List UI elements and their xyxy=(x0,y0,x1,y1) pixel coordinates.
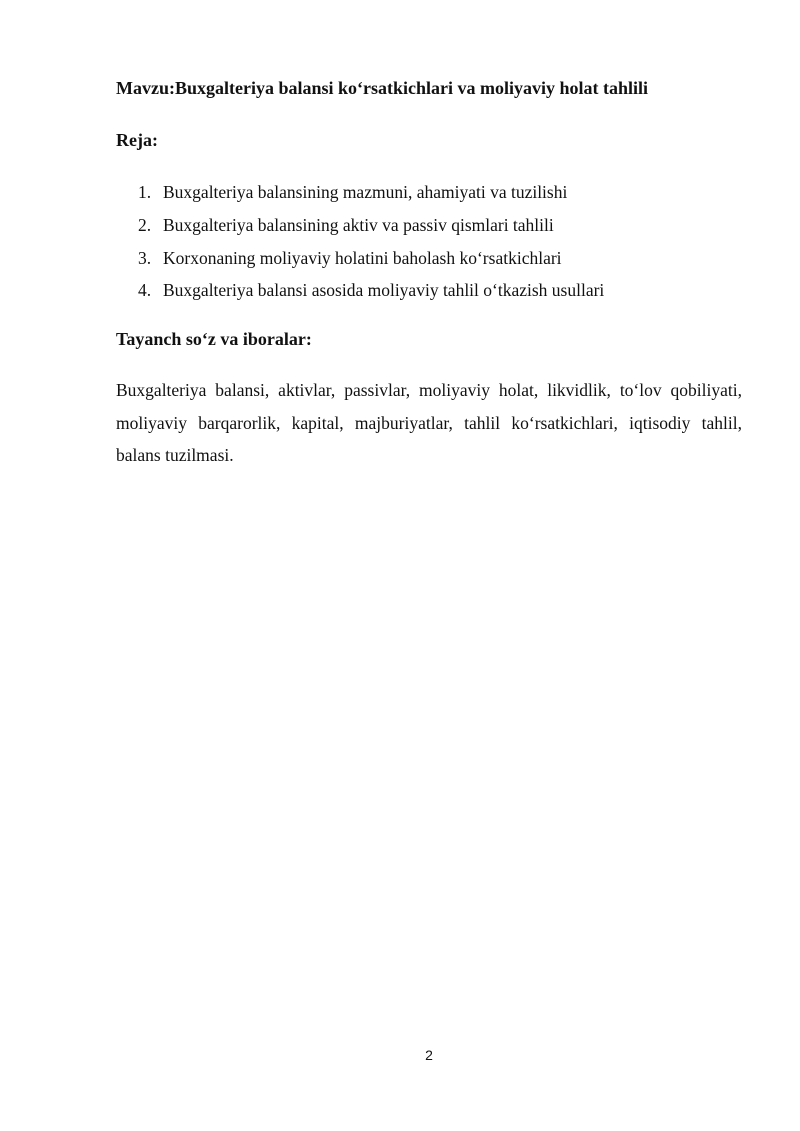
plan-item-number: 3. xyxy=(138,247,152,268)
keywords-paragraph: Buxgalteriya balansi, aktivlar, passivlar, moliyaviy holat, likvidlik, to‘lov qobiliyati, moliyaviy barqarorlik, kapital, majburiyatlar, tahlil ko‘rsatkichlari, iqtisodiy tahlil, balans tuzilmasi. xyxy=(116,380,742,465)
plan-item xyxy=(138,176,758,209)
plan-item xyxy=(138,209,758,242)
plan-item-number: 4. xyxy=(138,280,152,301)
keywords-heading: Tayanch so‘z va iboralar: xyxy=(116,329,312,349)
plan-item-text: Buxgalteriya balansining aktiv va passiv qismlari tahlili xyxy=(163,214,554,235)
plan-item-number: 2. xyxy=(138,214,152,235)
plan-item-text: Buxgalteriya balansining mazmuni, ahamiyati va tuzilishi xyxy=(163,182,568,202)
plan-item xyxy=(138,274,758,307)
plan-heading: Reja: xyxy=(116,130,158,150)
plan-item xyxy=(138,242,758,275)
page-number: 2 xyxy=(425,1047,433,1063)
plan-item-number: 1. xyxy=(138,182,152,202)
plan-item-text: Korxonaning moliyaviy holatini baholash ko‘rsatkichlari xyxy=(163,247,562,268)
plan-item-text: Buxgalteriya balansi asosida moliyaviy tahlil o‘tkazish usullari xyxy=(163,280,605,301)
document-title: Mavzu:Buxgalteriya balansi ko‘rsatkichlari va moliyaviy holat tahlili xyxy=(116,78,649,98)
plan-list xyxy=(138,176,758,307)
